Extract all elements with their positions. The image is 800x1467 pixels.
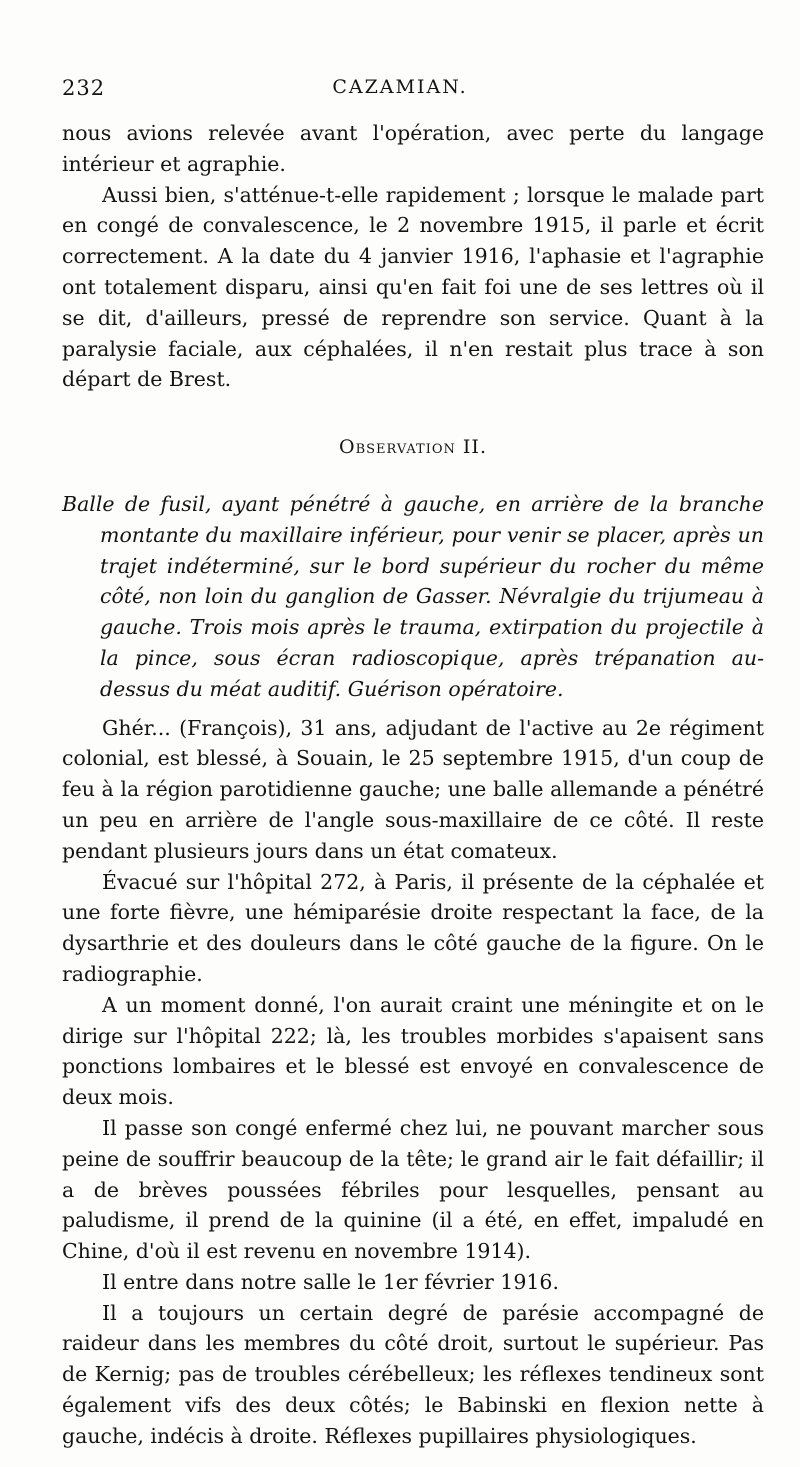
paragraph-continued: nous avions relevée avant l'opération, avec perte du langage intérieur et agraphie.	[62, 121, 764, 176]
paragraph: Aussi bien, s'atténue-t-elle rapidement ; lorsque le malade part en congé de convalescence, le 2 novembre 1915, il parle et écrit correctement. A la date du 4 janvier 1916, l'aphasie et l'agraphie ont totalement disparu, ainsi qu'en fait foi une de ses lettres où il se dit, d'ailleurs, pressé de reprendre son service. Quant à la paralysie faciale, aux céphalées, il n'en restait plus trace à son départ de Brest.	[62, 182, 764, 392]
paragraph: Évacué sur l'hôpital 272, à Paris, il présente de la céphalée et une forte fièvre, une hémiparésie droite respectant la face, de la dysarthrie et des douleurs dans le côté gauche de la figure. On le radiographie.	[62, 869, 764, 986]
page-header	[62, 70, 738, 110]
paragraph: Il a toujours un certain degré de parésie accompagné de raideur dans les membres du côté droit, surtout le supérieur. Pas de Kernig; pas de troubles cérébelleux; les réflexes tendineux sont également vifs des deux côtés; le Babinski en flexion nette à gauche, indécis à droite. Réflexes pupillaires physiologiques.	[62, 1300, 764, 1448]
running-title: CAZAMIAN.	[332, 76, 468, 98]
paragraph: Ghér... (François), 31 ans, adjudant de l'active au 2e régiment colonial, est blessé, à Souain, le 25 septembre 1915, d'un coup de feu à la région parotidienne gauche; une balle allemande a pénétré un peu en arrière de l'angle sous-maxillaire de ce côté. Il reste pendant plusieurs jours dans un état comateux.	[62, 715, 764, 863]
paragraph: Il passe son congé enfermé chez lui, ne pouvant marcher sous peine de souffrir beaucoup de la tête; le grand air le fait défaillir; il a de brèves poussées fébriles pour lesquelles, pensant au paludisme, il prend de la quinine (il a été, en effet, impaludé en Chine, d'où il est revenu en novembre 1914).	[62, 1115, 764, 1264]
observation-summary: Balle de fusil, ayant pénétré à gauche, en arrière de la branche montante du maxillaire inférieur, pour venir se placer, après un trajet indéterminé, sur le bord supérieur du rocher du même côté, non loin du ganglion de Gasser. Névralgie du trijumeau à gauche. Trois mois après le trauma, extirpation du projectile à la pince, sous écran radioscopique, après trépanation au-dessus du méat auditif. Guérison opératoire.	[62, 491, 764, 701]
observation-title: Observation II.	[339, 436, 487, 459]
body-text	[62, 118, 764, 1452]
paragraph: Il entre dans notre salle le 1er février 1916.	[102, 1269, 559, 1294]
paragraph: A un moment donné, l'on aurait craint une méningite et on le dirige sur l'hôpital 222; là, les troubles morbides s'apaisent sans ponctions lombaires et le blessé est envoyé en convalescence de deux mois.	[62, 992, 764, 1110]
page-number: 232	[62, 76, 106, 100]
